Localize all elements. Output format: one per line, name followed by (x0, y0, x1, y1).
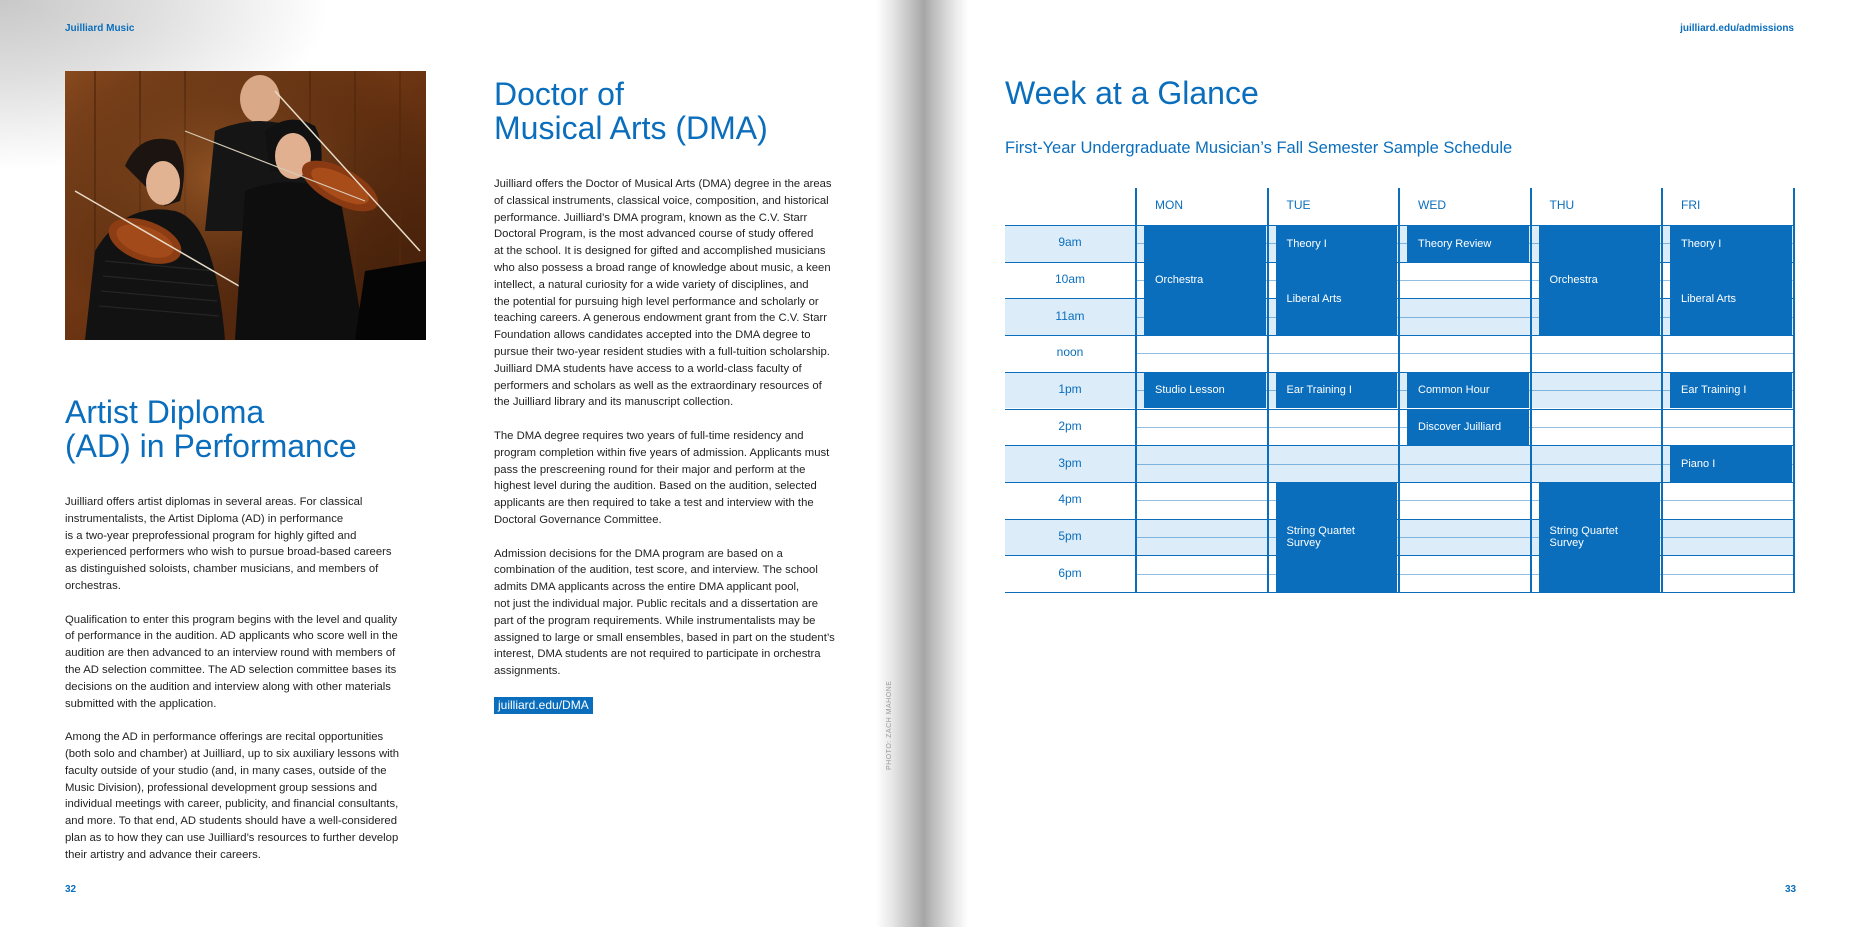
schedule-event[interactable] (1407, 373, 1529, 409)
dma-heading-line2: Musical Arts (DMA) (494, 110, 768, 146)
ad-paragraph: Qualification to enter this program begins with the level and quality of performance in the audition. AD applicants who score well in the audition are then advanced to an interview round with members of the AD selection committee. The AD selection committee bases its decisions on the audition and interview along with other materials submitted with the application. (65, 613, 398, 710)
ad-body (65, 494, 435, 880)
schedule-event[interactable] (1276, 226, 1398, 262)
day-divider (1267, 188, 1269, 593)
schedule-event[interactable] (1144, 226, 1266, 335)
time-label: 2pm (1058, 418, 1082, 433)
day-divider (1398, 188, 1400, 593)
event-label: Liberal Arts (1681, 292, 1737, 305)
week-title: Week at a Glance (1005, 75, 1259, 111)
time-label: 1pm (1058, 382, 1082, 397)
event-label: Piano I (1681, 457, 1716, 470)
time-label: 5pm (1058, 528, 1082, 543)
dma-paragraph: Admission decisions for the DMA program are based on a combination of the audition, test score, and interview. The school admits DMA applicants across the entire DMA applicant pool, not just the individual major. Public recitals and a dissertation are part of the program requirements. While instrumentalists may be assigned to large or small ensembles, based in part on the student’s interest, DMA students are not required to participate in orchestra assignments. (494, 547, 835, 678)
time-label: 9am (1058, 235, 1082, 250)
dma-paragraph: Juilliard offers the Doctor of Musical Arts (DMA) degree in the areas of classical instruments, classical voice, composition, and historical performance. Juilliard’s DMA program, known as the C.V. Starr Doctoral Program, is the most advanced course of study offered at the school. It is designed for gifted and accomplished musicians who also possess a broad range of knowledge about music, a keen intellect, a natural curiosity for a wide variety of disciplines, and the potential for pursuing high level performance and scholarly or teaching careers. A generous endowment grant from the C.V. Starr Foundation allows candidates accepted into the DMA degree to pursue their two-year resident studies with a full-tuition scholarship. Juilliard DMA students have access to a world-class faculty of performers and scholars as well as the extraordinary resources of the Juilliard library and its manuscript collection. (494, 178, 832, 409)
book-gutter (876, 0, 968, 927)
schedule-event[interactable] (1407, 410, 1529, 446)
time-label: 3pm (1058, 455, 1082, 470)
dma-heading-line1: Doctor of (494, 76, 624, 112)
day-divider (1793, 188, 1795, 593)
day-divider (1135, 188, 1137, 593)
left-running-header: Juilliard Music (65, 23, 135, 34)
performance-photo-illustration (65, 71, 426, 340)
time-label: noon (1056, 345, 1084, 360)
left-page-number: 32 (65, 884, 77, 895)
schedule-event[interactable] (1670, 263, 1792, 335)
schedule-half-line (1136, 500, 1794, 501)
time-label: 11am (1055, 308, 1085, 323)
right-running-header: juilliard.edu/admissions (1680, 23, 1794, 34)
dma-heading (494, 77, 768, 145)
event-label: String Quartet Survey (1549, 524, 1618, 550)
event-label: Theory Review (1418, 237, 1492, 250)
schedule-event[interactable] (1276, 373, 1398, 409)
time-label: 10am (1054, 272, 1086, 287)
schedule-half-line (1136, 537, 1794, 538)
schedule-event[interactable] (1670, 446, 1792, 482)
violinists-photo (65, 71, 426, 340)
event-label: Liberal Arts (1286, 292, 1342, 305)
weekly-schedule (1005, 188, 1795, 592)
day-header-fri: FRI (1681, 198, 1701, 212)
photo-credit: PHOTO: ZACH MAHONE (886, 680, 893, 770)
schedule-event[interactable] (1539, 483, 1661, 592)
schedule-event[interactable] (1276, 263, 1398, 335)
time-label: 6pm (1058, 565, 1082, 580)
left-page (0, 0, 880, 927)
schedule-event[interactable] (1670, 373, 1792, 409)
schedule-event[interactable] (1670, 226, 1792, 262)
schedule-event[interactable] (1407, 226, 1529, 262)
schedule-subtitle: First-Year Undergraduate Musician’s Fall Semester Sample Schedule (1005, 139, 1513, 157)
day-header-wed: WED (1418, 198, 1446, 212)
day-divider (1530, 188, 1532, 593)
schedule-half-line (1136, 353, 1794, 354)
ad-paragraph: Juilliard offers artist diplomas in several areas. For classical instrumentalists, the Artist Diploma (AD) in performance is a two-year preprofessional program for highly gifted and experienced performers who wish to pursue broad-based careers as distinguished soloists, chamber musicians, and members of orchestras. (65, 496, 392, 592)
time-label: 4pm (1058, 492, 1082, 507)
ad-heading-line2: (AD) in Performance (65, 428, 357, 464)
day-header-thu: THU (1549, 198, 1575, 212)
day-divider (1661, 188, 1663, 593)
dma-link[interactable]: juilliard.edu/DMA (494, 697, 593, 714)
event-label: Ear Training I (1681, 384, 1747, 397)
event-label: Theory I (1286, 237, 1327, 250)
day-header-mon: MON (1155, 198, 1183, 212)
event-label: Studio Lesson (1155, 384, 1225, 397)
right-page-number: 33 (1785, 884, 1797, 895)
dma-paragraph: The DMA degree requires two years of full-time residency and program completion within five years of admission. Applicants must pass the prescreening round for their major and perform at the highest level during the audition. Based on the audition, selected applicants are then required to take a test and interview with the Doctoral Governance Committee. (494, 429, 830, 526)
event-label: Discover Juilliard (1418, 421, 1502, 434)
schedule-event[interactable] (1144, 373, 1266, 409)
event-label: Common Hour (1418, 384, 1490, 397)
schedule-event[interactable] (1539, 226, 1661, 335)
event-label: Theory I (1681, 237, 1722, 250)
ad-paragraph: Among the AD in performance offerings are recital opportunities (both solo and chamber) at Juilliard, up to six auxiliary lessons with faculty outside of your studio (and, in many cases, outside of the Music Division), professional development group sessions and individual meetings with career, publicity, and financial consultants, and more. To that end, AD students should have a well-considered plan as to how they can use Juilliard’s resources to further develop their artistry and advance their careers. (65, 731, 400, 861)
ad-heading-line1: Artist Diploma (65, 394, 265, 430)
event-label: Orchestra (1549, 274, 1598, 287)
day-header-tue: TUE (1286, 198, 1311, 212)
dma-body (494, 176, 870, 697)
schedule-event[interactable] (1276, 483, 1398, 592)
event-label: Orchestra (1155, 274, 1204, 287)
schedule-half-line (1136, 574, 1794, 575)
event-label: String Quartet Survey (1286, 524, 1355, 550)
ad-heading (65, 395, 357, 463)
event-label: Ear Training I (1286, 384, 1352, 397)
